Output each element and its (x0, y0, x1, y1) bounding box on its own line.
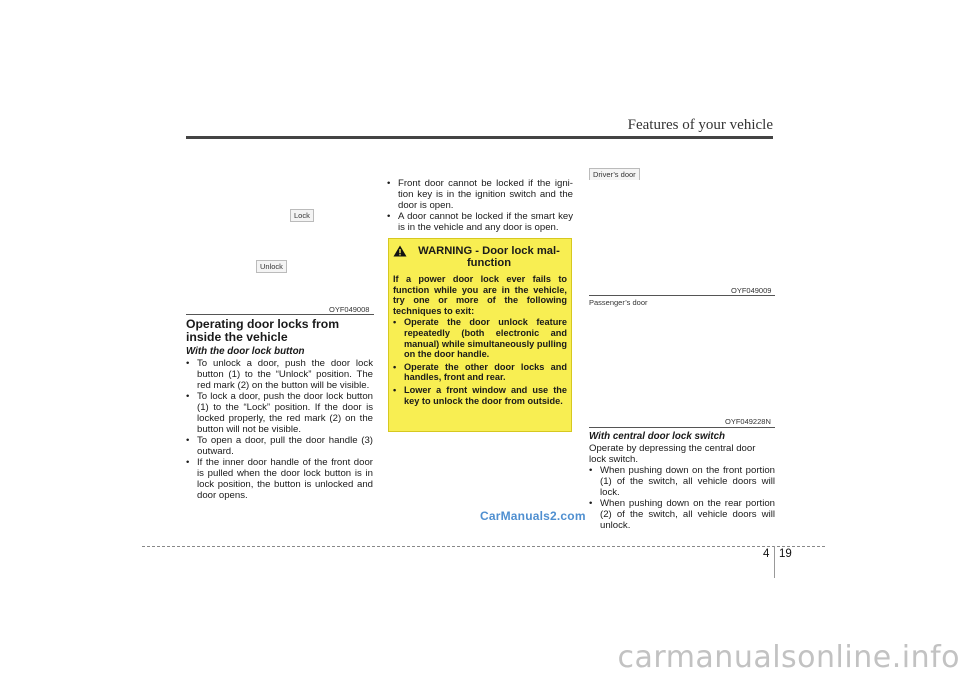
warning-intro: If a power door lock ever fails to function while you are in the vehicle, try one or more of the following techniques to exit: (393, 274, 567, 316)
list-item: • To lock a door, push the door lock button (1) to the “Lock” position. If the door is locked properly, the red mark (2) on the button will not be visible. (186, 391, 373, 435)
subheading-door-lock-button: With the door lock button (186, 346, 305, 357)
column-right (589, 431, 775, 531)
subheading-central-lock: With central door lock switch (589, 431, 725, 442)
instruction-list (186, 358, 373, 501)
list-item: • When pushing down on the front portion (1) of the switch, all vehicle doors will lock. (589, 465, 775, 498)
label-drivers-door: Driver’s door (589, 168, 640, 181)
page-divider (774, 546, 775, 578)
list-item: • If the inner door handle of the front door is pulled when the door lock button is in lock position, the button is unlocked and door opens. (186, 457, 373, 501)
list-item: • When pushing down on the rear portion (2) of the switch, all vehicle doors will unlock. (589, 498, 775, 531)
section-heading: Operating door locks from inside the vehicle (186, 317, 340, 344)
list-item: • Operate the other door locks and handles, front and rear. (393, 361, 567, 383)
site-watermark: carmanualsonline.info (617, 640, 960, 675)
label-unlock: Unlock (256, 260, 287, 273)
central-lock-list (589, 465, 775, 531)
column-left (186, 318, 373, 501)
header-rule (186, 136, 773, 139)
list-item: • To unlock a door, push the door lock button (1) to the “Unlock” position. The red mark (2) on the button will be visible. (186, 358, 373, 391)
list-item: • Operate the door unlock feature repeatedly (both electronic and manual) while simultaneously pulling on the door handle. (393, 317, 567, 360)
list-item: • Lower a front window and use the key to unlock the door from outside. (393, 384, 567, 406)
paragraph: Operate by depressing the central door lock switch. (589, 443, 756, 465)
warning-title: WARNING - Door lock malfunction (418, 245, 560, 269)
label-passengers-door: Passenger’s door (589, 298, 648, 307)
list-item: • A door cannot be locked if the smart key is in the vehicle and any door is open. (387, 211, 573, 233)
page-number: 19 (779, 548, 792, 560)
section-title: Features of your vehicle (627, 117, 773, 133)
figure-door-lock-button (186, 160, 374, 312)
list-item: • Front door cannot be locked if the ignition key is in the ignition switch and the door is open. (387, 178, 573, 211)
list-item: • To open a door, pull the door handle (3) outward. (186, 435, 373, 457)
figure-drivers-door (589, 180, 775, 284)
figure-rule (186, 314, 374, 315)
figure-code: OYF049228N (725, 417, 771, 426)
column-middle (387, 178, 573, 233)
chapter-number: 4 (763, 548, 770, 560)
footer-rule (142, 546, 825, 547)
figure-code: OYF049008 (329, 305, 370, 314)
warning-heading (393, 245, 567, 269)
figure-passengers-door (589, 308, 775, 416)
warning-triangle-icon (393, 245, 407, 257)
figure-code: OYF049009 (731, 286, 772, 295)
lock-conditions-list (387, 178, 573, 233)
warning-box (388, 238, 572, 432)
label-lock: Lock (290, 209, 314, 222)
watermark-link[interactable]: CarManuals2.com (480, 509, 586, 523)
figure-rule (589, 427, 775, 428)
figure-rule (589, 295, 775, 296)
warning-list (393, 317, 567, 406)
